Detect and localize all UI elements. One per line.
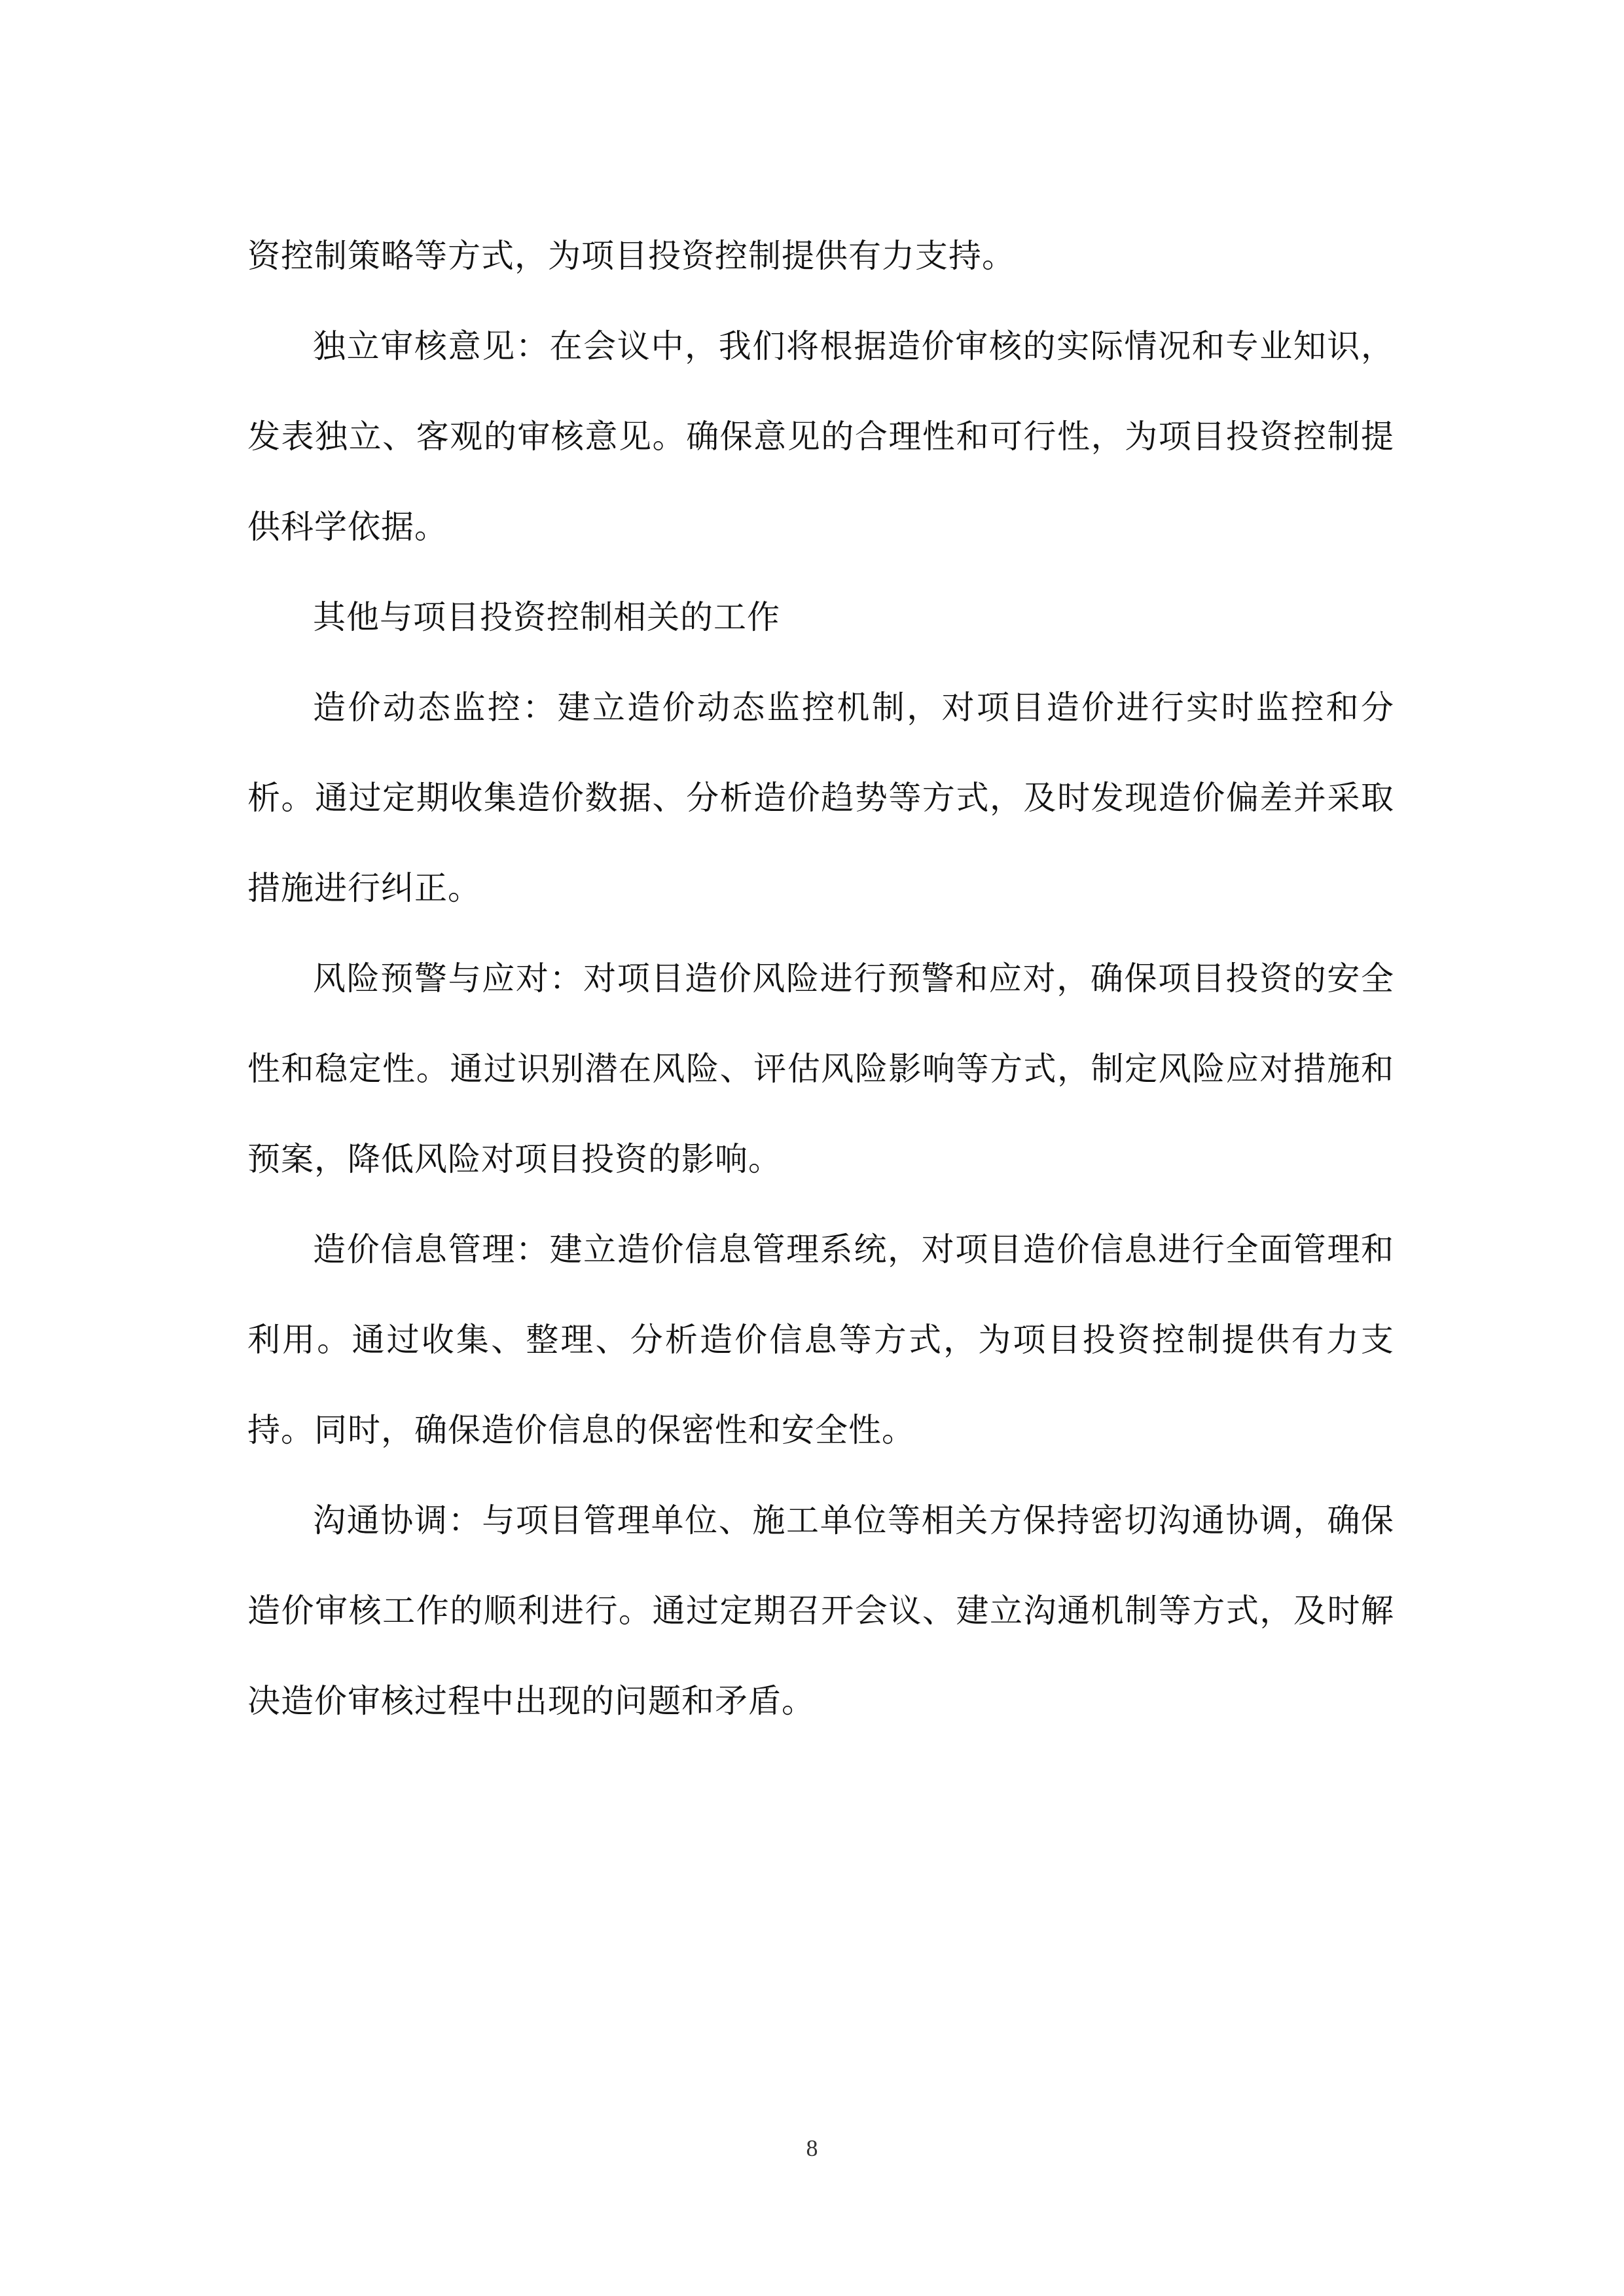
section-heading-other-work: 其他与项目投资控制相关的工作 [313, 598, 780, 636]
paragraph-cost-information-management: 造价信息管理：建立造价信息管理系统，对项目造价信息进行全面管理和利用。通过收集、整理、分析造价信息等方式，为项目投资控制提供有力支持。同时，确保造价信息的保密性和安全性。 [247, 1230, 1394, 1449]
page-number: 8 [806, 2135, 818, 2161]
paragraph-independent-review-opinion: 独立审核意见：在会议中，我们将根据造价审核的实际情况和专业知识，发表独立、客观的审核意见。确保意见的合理性和可行性，为项目投资控制提供科学依据。 [247, 327, 1394, 546]
paragraph-risk-warning: 风险预警与应对：对项目造价风险进行预警和应对，确保项目投资的安全性和稳定性。通过识别潜在风险、评估风险影响等方式，制定风险应对措施和预案，降低风险对项目投资的影响。 [247, 960, 1394, 1178]
paragraph-continuation: 资控制策略等方式，为项目投资控制提供有力支持。 [247, 237, 1015, 275]
paragraph-cost-dynamic-monitoring: 造价动态监控：建立造价动态监控机制，对项目造价进行实时监控和分析。通过定期收集造价数据、分析造价趋势等方式，及时发现造价偏差并采取措施进行纠正。 [247, 689, 1394, 907]
paragraph-communication-coordination: 沟通协调：与项目管理单位、施工单位等相关方保持密切沟通协调，确保造价审核工作的顺利进行。通过定期召开会议、建立沟通机制等方式，及时解决造价审核过程中出现的问题和矛盾。 [247, 1501, 1394, 1720]
document-body [247, 211, 1394, 1746]
